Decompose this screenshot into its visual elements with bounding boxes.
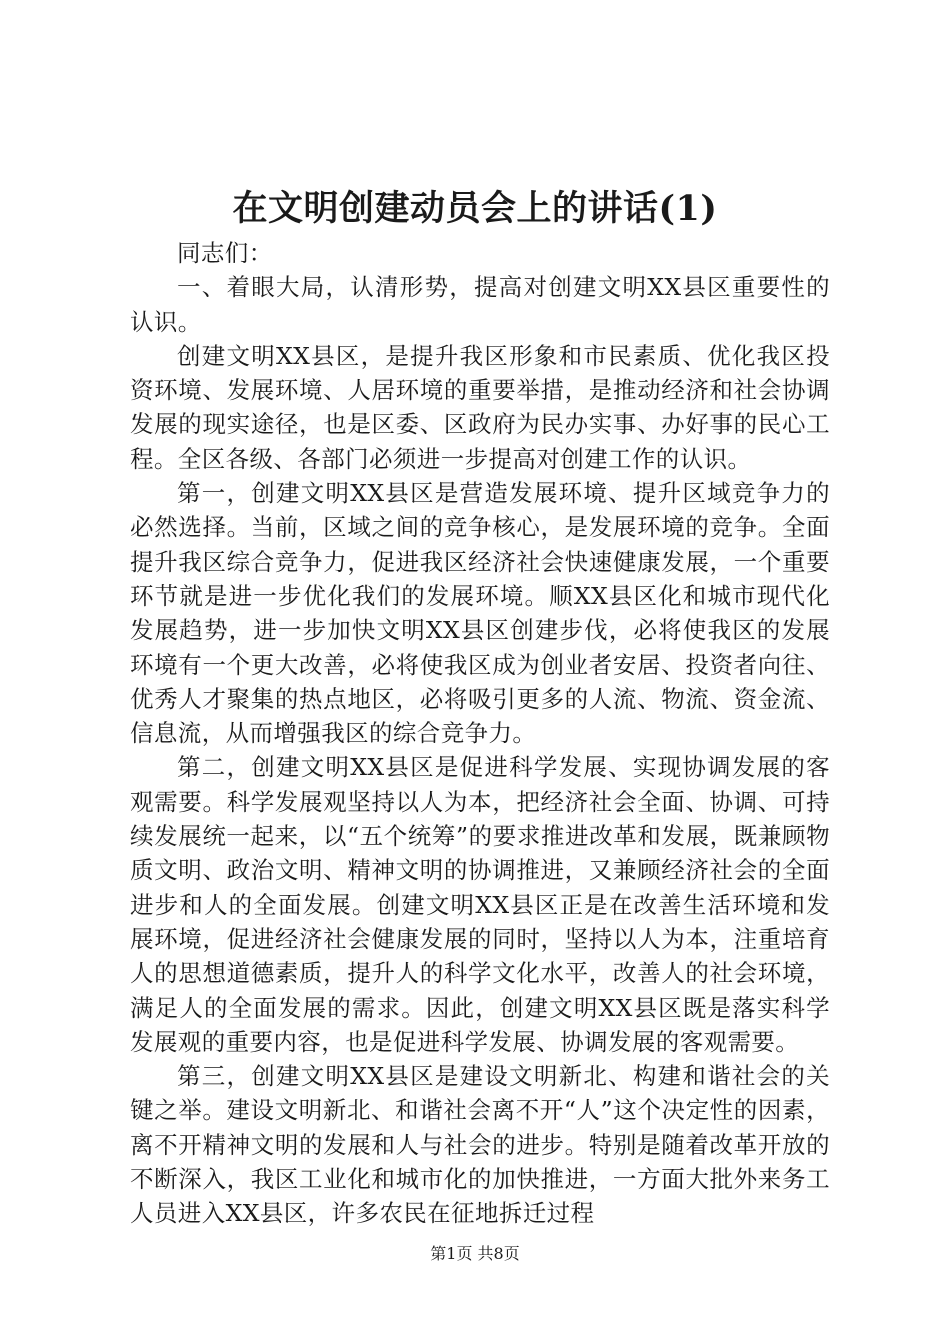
document-body bbox=[130, 236, 830, 1231]
document-title: 在文明创建动员会上的讲话(1) bbox=[232, 188, 718, 229]
page-footer: 第1页 共8页 bbox=[430, 1244, 520, 1263]
paragraph: 第三，创建文明XX县区是建设文明新北、构建和谐社会的关键之举。建设文明新北、和谐社会离不开“人”这个决定性的因素，离不开精神文明的发展和人与社会的进步。特别是随着改革开放的不断深入，我区工业化和城市化的加快推进，一方面大批外来务工人员进入XX县区，许多农民在征地拆迁过程 bbox=[130, 1062, 830, 1228]
paragraph: 创建文明XX县区，是提升我区形象和市民素质、优化我区投资环境、发展环境、人居环境的重要举措，是推动经济和社会协调发展的现实途径，也是区委、区政府为民办实事、办好事的民心工程。全区各级、各部门必须进一步提高对创建工作的认识。 bbox=[130, 341, 830, 473]
paragraph: 第二，创建文明XX县区是促进科学发展、实现协调发展的客观需要。科学发展观坚持以人为本，把经济社会全面、协调、可持续发展统一起来，以“五个统筹”的要求推进改革和发展，既兼顾物质文明、政治文明、精神文明的协调推进，又兼顾经济社会的全面进步和人的全面发展。创建文明XX县区正是在改善生活环境和发展环境，促进经济社会健康发展的同时，坚持以人为本，注重培育人的思想道德素质，提升人的科学文化水平，改善人的社会环境，满足人的全面发展的需求。因此，创建文明XX县区既是落实科学发展观的重要内容，也是促进科学发展、协调发展的客观需要。 bbox=[130, 753, 830, 1056]
paragraph: 一、着眼大局，认清形势，提高对创建文明XX县区重要性的认识。 bbox=[130, 273, 830, 336]
paragraph: 同志们： bbox=[177, 239, 273, 267]
paragraph: 第一，创建文明XX县区是营造发展环境、提升区域竞争力的必然选择。当前，区域之间的竞争核心，是发展环境的竞争。全面提升我区综合竞争力，促进我区经济社会快速健康发展，一个重要环节就是进一步优化我们的发展环境。顺XX县区化和城市现代化发展趋势，进一步加快文明XX县区创建步伐，必将使我区的发展环境有一个更大改善，必将使我区成为创业者安居、投资者向往、优秀人才聚集的热点地区，必将吸引更多的人流、物流、资金流、信息流，从而增强我区的综合竞争力。 bbox=[130, 479, 830, 748]
